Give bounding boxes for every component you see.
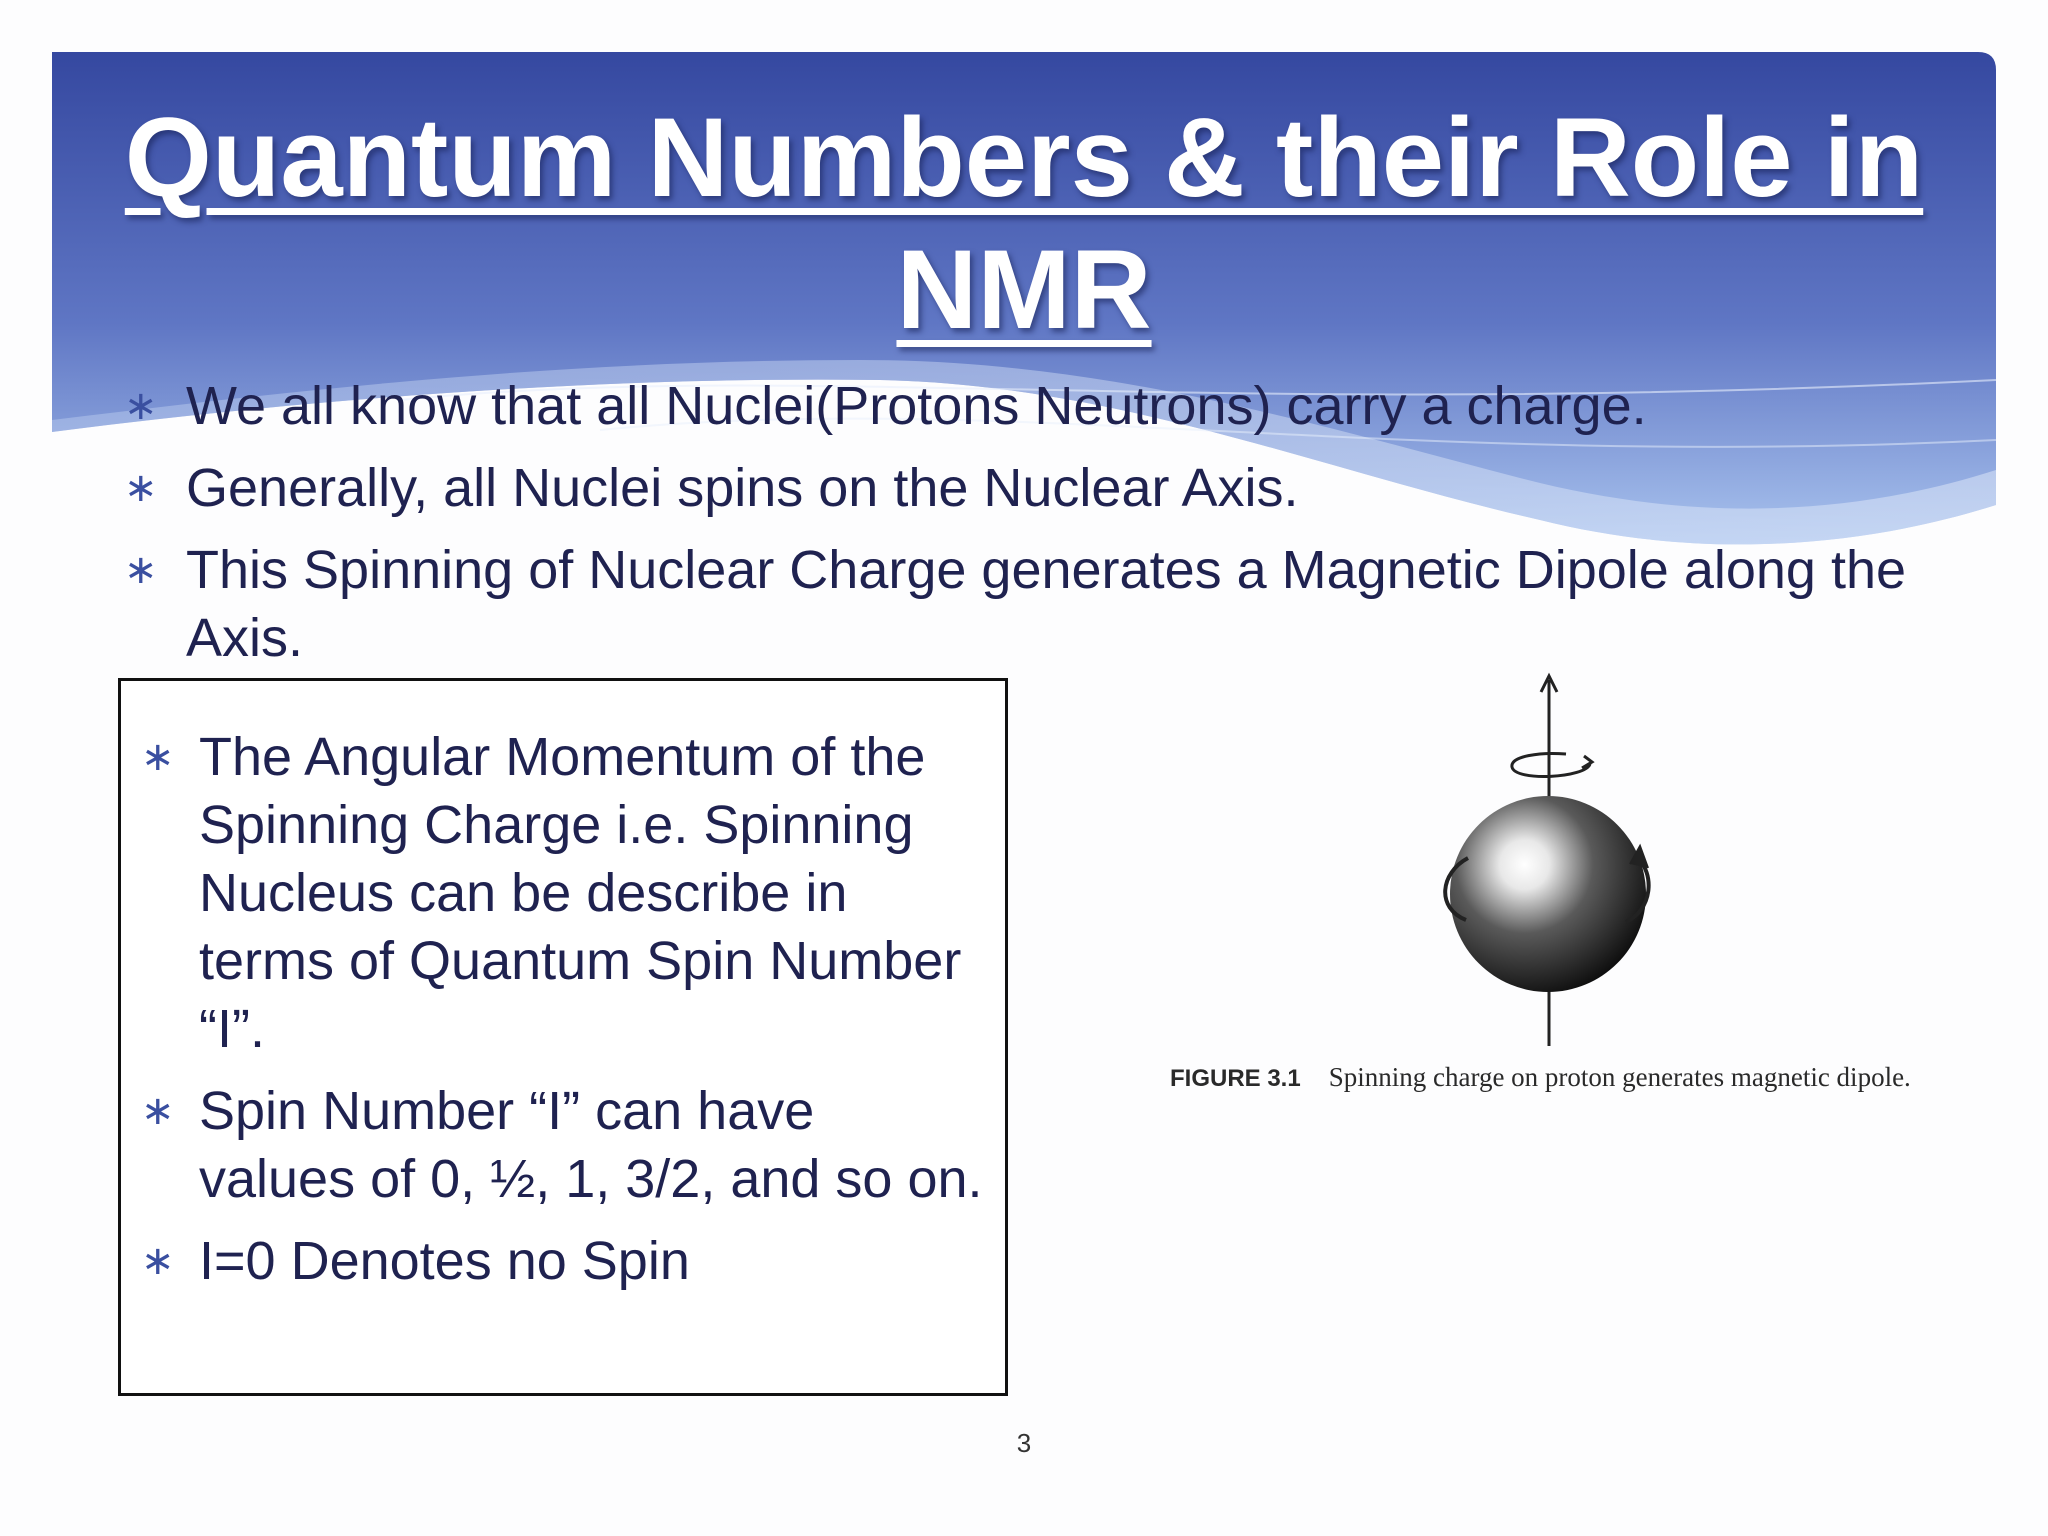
bullet-asterisk-icon: ∗ xyxy=(141,1239,175,1283)
figure-label: FIGURE 3.1 xyxy=(1170,1065,1301,1092)
bullet-item xyxy=(120,454,1980,522)
top-rotation-arrow xyxy=(1512,754,1590,777)
spinning-sphere-illustration xyxy=(1340,668,1780,1048)
figure-caption xyxy=(1170,1060,1960,1096)
box-bullet-text: The Angular Momentum of the Spinning Charge i.e. Spinning Nucleus can be describe in terms of Quantum Spin Number “I”. xyxy=(199,727,962,1059)
bullet-asterisk-icon: ∗ xyxy=(124,548,158,592)
bullet-asterisk-icon: ∗ xyxy=(124,384,158,428)
bullet-text: This Spinning of Nuclear Charge generates a Magnetic Dipole along the Axis. xyxy=(186,540,1907,668)
spin-number-textbox xyxy=(118,678,1008,1396)
slide-title: Quantum Numbers & their Role in NMR xyxy=(124,95,1924,352)
bullet-text: We all know that all Nuclei(Protons Neutrons) carry a charge. xyxy=(186,376,1647,436)
proton-sphere xyxy=(1450,796,1646,992)
bullet-item xyxy=(120,536,1980,672)
box-bullet-item xyxy=(137,1227,985,1295)
bullet-asterisk-icon: ∗ xyxy=(141,735,175,779)
bullet-text: Generally, all Nuclei spins on the Nuclear Axis. xyxy=(186,458,1299,518)
spinning-proton-figure xyxy=(1160,668,1960,1128)
box-bullet-text: Spin Number “I” can have values of 0, ½, 1, 3/2, and so on. xyxy=(199,1081,983,1209)
bullet-item xyxy=(120,372,1980,440)
box-bullet-text: I=0 Denotes no Spin xyxy=(199,1231,690,1291)
bullet-asterisk-icon: ∗ xyxy=(141,1089,175,1133)
page-number: 3 xyxy=(1016,1428,1032,1458)
bullet-asterisk-icon: ∗ xyxy=(124,466,158,510)
box-bullet-item xyxy=(137,1077,985,1213)
main-bullet-list xyxy=(120,372,1980,686)
figure-caption-text: Spinning charge on proton generates magnetic dipole. xyxy=(1328,1062,1911,1092)
box-bullet-item xyxy=(137,723,985,1063)
